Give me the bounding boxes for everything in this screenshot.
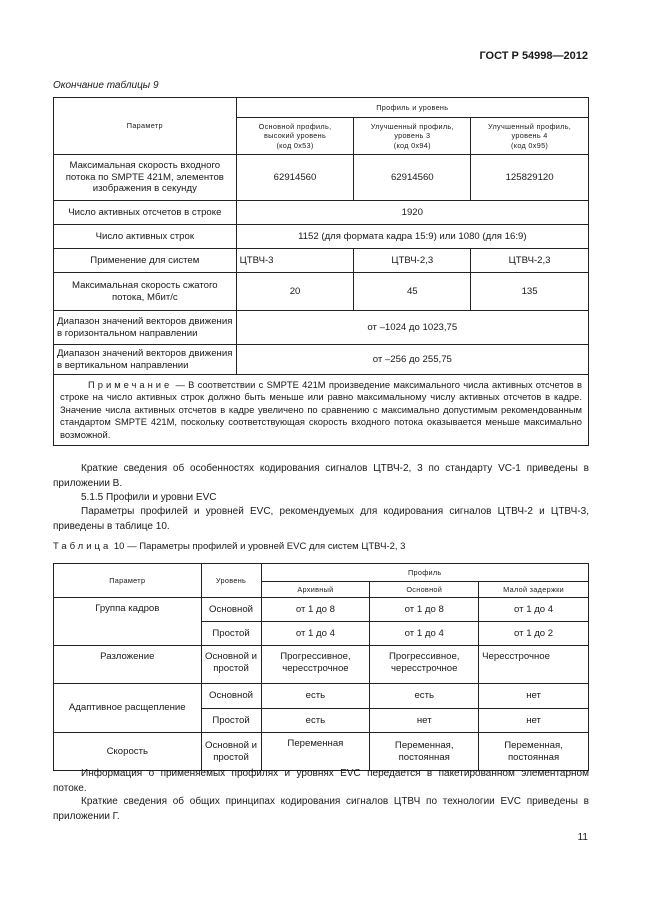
t10-profile-low-delay: Малой задержки: [479, 582, 589, 598]
t10-cell: Чересстрочное: [479, 646, 589, 684]
t10-level: Основной: [201, 598, 261, 622]
t9-cell: ЦТВЧ-2,3: [471, 249, 589, 273]
t9-cell: ЦТВЧ-2,3: [354, 249, 471, 273]
t10-row-label: Разложение: [54, 646, 202, 684]
t10-cell: есть: [370, 684, 479, 709]
t10-header-level: Уровень: [201, 564, 261, 598]
t10-cell: нет: [479, 684, 589, 709]
t10-cell: от 1 до 4: [479, 598, 589, 622]
t10-cell: есть: [261, 684, 370, 709]
t10-row-label: Адаптивное расщепление: [54, 684, 202, 733]
paragraph: Информация о применяемых профилях и уровнях EVC передается в пакетированном элементарном потоке.: [53, 768, 589, 794]
table-10-caption: Таблица 10 — Параметры профилей и уровней EVC для систем ЦТВЧ-2, 3: [53, 541, 406, 552]
t10-profile-main: Основной: [370, 582, 479, 598]
t9-note: [54, 375, 589, 446]
t10-cell: от 1 до 2: [479, 622, 589, 646]
t10-cell: нет: [479, 709, 589, 733]
t10-cell: Переменная: [261, 733, 370, 771]
t9-profile-2: Улучшенный профиль, уровень 3 (код 0x94): [354, 118, 471, 155]
t9-row-label: Число активных строк: [54, 225, 237, 249]
t10-profile-archive: Архивный: [261, 582, 370, 598]
t9-cell: 1152 (для формата кадра 15:9) или 1080 (для 16:9): [236, 225, 588, 249]
t9-row-label: Применение для систем: [54, 249, 237, 273]
t9-row-label: Диапазон значений векторов движения в горизонтальном направлении: [54, 311, 237, 345]
t10-cell: Переменная, постоянная: [370, 733, 479, 771]
t10-cell: есть: [261, 709, 370, 733]
t10-level: Простой: [201, 709, 261, 733]
t10-level: Простой: [201, 622, 261, 646]
t9-cell: ЦТВЧ-3: [236, 249, 354, 273]
t9-cell: от –1024 до 1023,75: [236, 311, 588, 345]
t9-cell: от –256 до 255,75: [236, 345, 588, 375]
t9-cell: 20: [236, 273, 354, 311]
t10-cell: от 1 до 8: [261, 598, 370, 622]
page-number: 11: [577, 832, 588, 843]
t10-cell: от 1 до 4: [370, 622, 479, 646]
paragraph: Краткие сведения об общих принципах кодирования сигналов ЦТВЧ по технологии EVC приведены в приложении Г.: [53, 796, 589, 822]
t10-cell: от 1 до 8: [370, 598, 479, 622]
t9-row-label: Максимальная скорость сжатого потока, Мбит/с: [54, 273, 237, 311]
table-9: [53, 97, 589, 446]
section-heading: 5.1.5 Профили и уровни EVC: [81, 492, 217, 503]
t9-cell: 125829120: [471, 155, 589, 201]
t9-cell: 1920: [236, 201, 588, 225]
t10-cell: нет: [370, 709, 479, 733]
t9-row-label: Диапазон значений векторов движения в вертикальном направлении: [54, 345, 237, 375]
t9-row-label: Максимальная скорость входного потока по SMPTE 421M, элементов изображения в секунду: [54, 155, 237, 201]
t10-header-param: Параметр: [54, 564, 202, 598]
t10-cell: Переменная, постоянная: [479, 733, 589, 771]
paragraph: Краткие сведения об особенностях кодирования сигналов ЦТВЧ-2, 3 по стандарту VC-1 приведены в приложении В.: [53, 463, 589, 489]
t9-header-param: Параметр: [54, 98, 237, 155]
t10-row-label: Скорость: [54, 733, 202, 771]
t10-level: Основной и простой: [201, 646, 261, 684]
t9-profile-3: Улучшенный профиль, уровень 4 (код 0x95): [471, 118, 589, 155]
t9-cell: 62914560: [236, 155, 354, 201]
t9-cell: 62914560: [354, 155, 471, 201]
t10-row-label: Группа кадров: [54, 598, 202, 646]
t9-row-label: Число активных отсчетов в строке: [54, 201, 237, 225]
table-10: [53, 563, 589, 771]
t9-header-profile-level: Профиль и уровень: [236, 98, 588, 118]
t10-cell: от 1 до 4: [261, 622, 370, 646]
t10-header-profile: Профиль: [261, 564, 589, 582]
note-text: — В соответствии с SMPTE 421M произведение максимального числа активных отсчетов в строке на число активных строк должно быть меньше или равно максимальному числу активных отсчетов в кадре. Значение числа активных отсчетов в кадре увеличено по сравнению с максимально допустимым рекомендованным стандартом SMPTE 421M, поскольку соответствующая скорость входного потока оказывается меньше максимально возможной.: [60, 379, 582, 440]
t9-profile-1: Основной профиль, высокий уровень (код 0x53): [236, 118, 354, 155]
table-9-caption: Окончание таблицы 9: [53, 80, 159, 91]
t9-cell: 135: [471, 273, 589, 311]
t10-level: Основной и простой: [201, 733, 261, 771]
t9-cell: 45: [354, 273, 471, 311]
t10-cell: Прогрессивное, чересстрочное: [261, 646, 370, 684]
paragraph: Параметры профилей и уровней EVC, рекомендуемых для кодирования сигналов ЦТВЧ-2 и ЦТВЧ-3, приведены в таблице 10.: [53, 506, 589, 532]
document-header: ГОСТ Р 54998—2012: [479, 50, 588, 62]
note-label: Примечание: [88, 379, 173, 390]
t10-level: Основной: [201, 684, 261, 709]
t10-cell: Прогрессивное, чересстрочное: [370, 646, 479, 684]
